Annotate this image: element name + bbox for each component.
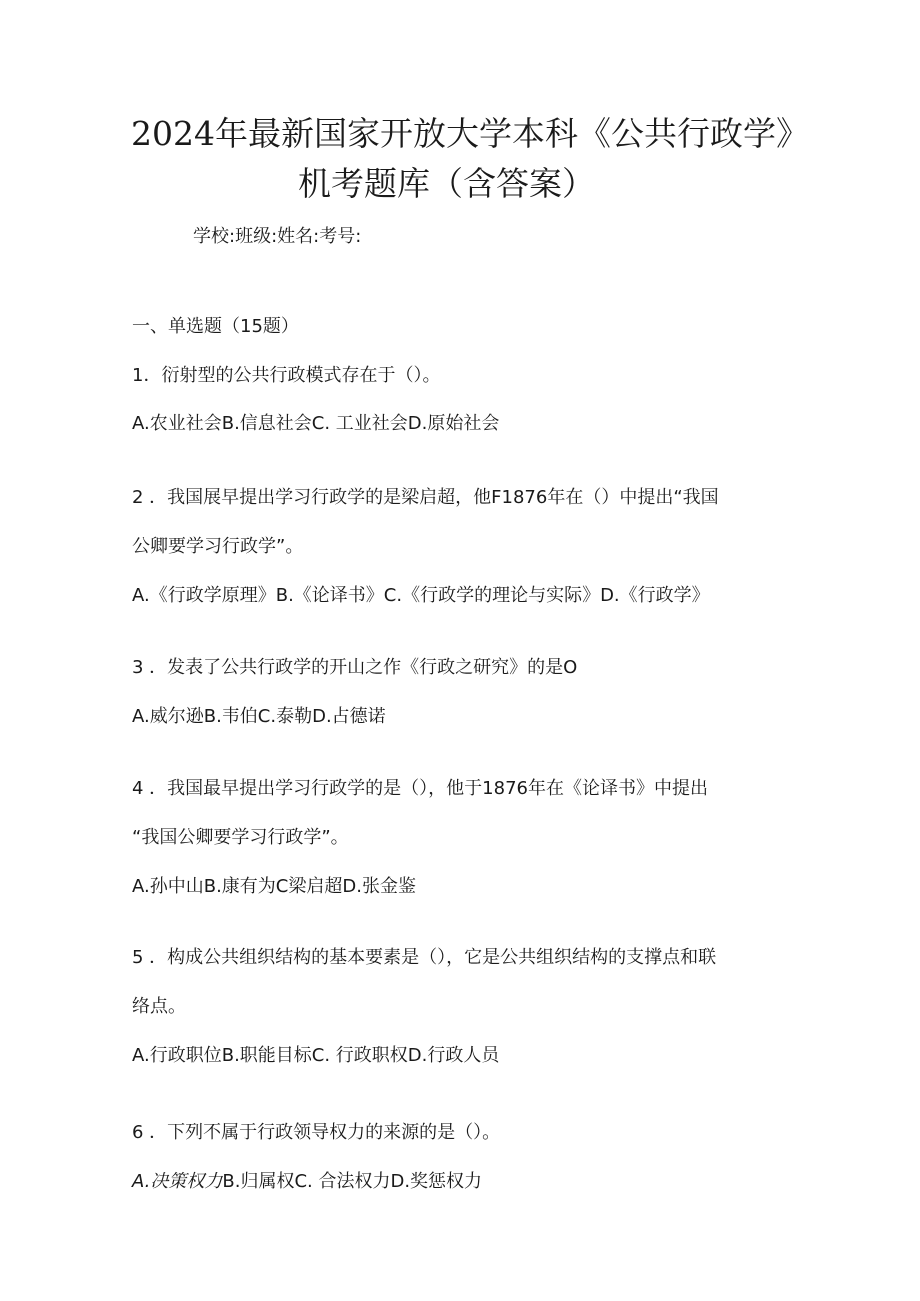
question-4-stem-line-2: “我国公卿要学习行政学”。 <box>132 827 349 848</box>
document-title-line-1: 2024年最新国家开放大学本科《公共行政学》 <box>131 114 809 153</box>
question-6-options-rest: B.归属权C. 合法权力D.奖惩权力 <box>222 1171 483 1192</box>
document-title-line-2: 机考题库（含答案） <box>298 164 595 203</box>
question-2-options: A.《行政学原理》B.《论译书》C.《行政学的理论与实际》D.《行政学》 <box>132 585 710 606</box>
question-3-stem: 3 ．发表了公共行政学的开山之作《行政之研究》的是O <box>132 657 578 678</box>
question-1-stem: 1．衍射型的公共行政模式存在于（）。 <box>132 365 441 386</box>
question-4-stem-line-1: 4 ．我国最早提出学习行政学的是（），他于1876年在《论译书》中提出 <box>132 778 708 799</box>
question-6-option-a: A.决策权力 <box>132 1171 223 1192</box>
student-info: 学校:班级:姓名:考号: <box>193 226 362 247</box>
question-5-options: A.行政职位B.职能目标C. 行政职权D.行政人员 <box>132 1045 500 1066</box>
question-1-options: A.农业社会B.信息社会C. 工业社会D.原始社会 <box>132 413 500 434</box>
section-heading: 一、单选题（15题） <box>132 316 299 337</box>
question-5-stem-line-2: 络点。 <box>132 996 186 1017</box>
question-3-options: A.威尔逊B.韦伯C.泰勒D.占德诺 <box>132 706 386 727</box>
question-5-stem-line-1: 5 ．构成公共组织结构的基本要素是（），它是公共组织结构的支撑点和联 <box>132 947 717 968</box>
question-2-stem-line-2: 公卿要学习行政学”。 <box>132 536 304 557</box>
question-2-stem-line-1: 2 ．我国展早提出学习行政学的是梁启超，他F1876年在（）中提出“我国 <box>132 487 719 508</box>
question-4-options: A.孙中山B.康有为C梁启超D.张金鉴 <box>132 876 416 897</box>
question-6-stem: 6 ．下列不属于行政领导权力的来源的是（）。 <box>132 1122 501 1143</box>
question-6-options <box>132 1169 482 1195</box>
